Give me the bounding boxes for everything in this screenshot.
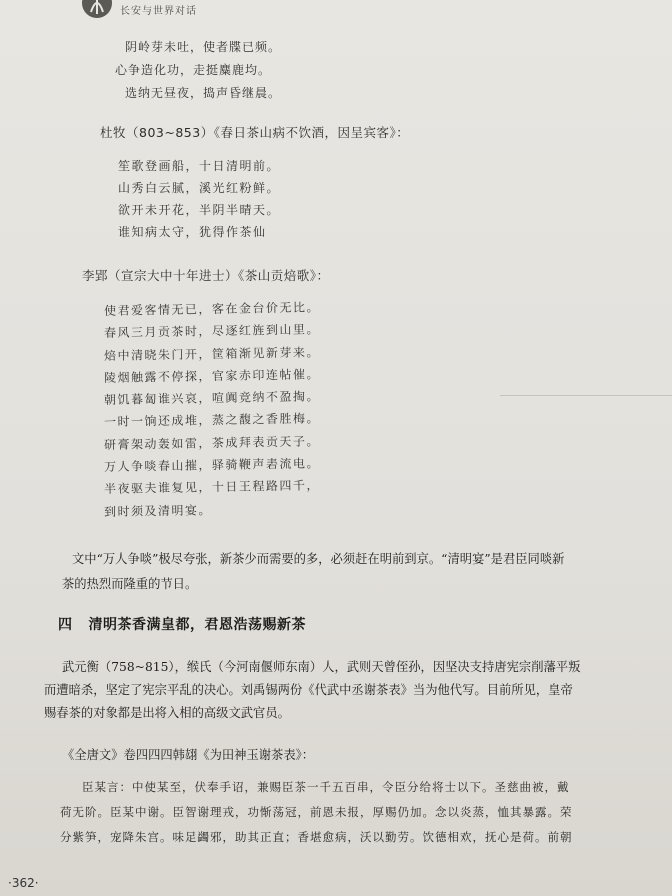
quoted-memorial xyxy=(60,775,662,850)
running-header: 长安与世界对话 xyxy=(120,6,197,17)
bleed-through-mark xyxy=(500,395,672,396)
paragraph-line: 茶的热烈而隆重的节日。 xyxy=(62,577,198,591)
book-logo-icon xyxy=(82,0,112,18)
paragraph-line: 文中“万人争啖”极尽夸张，新茶少而需要的多，必须赶在明前到京。“清明宴”是君臣同啖新 xyxy=(72,552,565,566)
quote-line: 荷无阶。臣某中谢。臣智谢理戎，功惭荡冠，前恩未报，厚赐仍加。念以炎蒸，恤其暴露。荣 xyxy=(60,805,573,819)
poem-line: 使君爱客情无已，客在金台价无比。 xyxy=(103,300,321,318)
poem-line: 万人争啖春山摧，驿骑鞭声砉流电。 xyxy=(103,456,321,475)
poem-attribution: 杜牧（803~853）《春日茶山病不饮酒，因呈宾客》： xyxy=(100,125,410,140)
paragraph-line: 武元衡（758~815），缑氏（今河南偃师东南）人，武则天曾侄孙，因坚决支持唐宪宗削藩平叛 xyxy=(62,660,581,674)
body-paragraph xyxy=(62,547,652,597)
poem-line: 山秀白云腻，溪光红粉鲜。 xyxy=(118,181,281,195)
poem-attribution: 李郢（宣宗大中十年进士）《茶山贡焙歌》： xyxy=(82,268,330,283)
poem-stanza xyxy=(118,155,280,243)
paragraph-line: 而遭暗杀，坚定了宪宗平乱的决心。刘禹锡两份《代武中丞谢茶表》当为他代写。目前所见，皇帝 xyxy=(44,683,573,697)
citation-line: 《全唐文》卷四四四韩翃《为田神玉谢茶表》： xyxy=(62,748,315,762)
paragraph-line: 赐春茶的对象都是出将入相的高级文武官员。 xyxy=(44,706,290,720)
poem-line: 心争造化功，走挺麋鹿均。 xyxy=(115,63,272,77)
poem-line: 阴岭芽未吐，使者牒已频。 xyxy=(125,40,282,54)
body-paragraph xyxy=(44,656,662,725)
quote-line: 臣某言：中使某至，伏奉手诏，兼赐臣茶一千五百串，令臣分给将士以下。圣慈曲被，戴 xyxy=(82,780,570,794)
poem-line: 朝饥暮匐谁兴哀，喧阗竞纳不盈掏。 xyxy=(103,389,321,408)
poem-line: 春风三月贡茶时，尽逐红旌到山里。 xyxy=(103,322,321,341)
poem-stanza xyxy=(100,36,281,105)
section-heading xyxy=(58,614,306,634)
poem-line: 选纳无昼夜，捣声昏继晨。 xyxy=(125,86,282,100)
poem-line: 谁知病太守，犹得作茶仙 xyxy=(118,225,267,239)
poem-line: 焙中清晓朱门开，筐箱渐见新芽来。 xyxy=(103,344,321,363)
poem-line: 研膏架动轰如雷，茶成拜表贡天子。 xyxy=(103,434,321,452)
poem-line: 笙歌登画船，十日清明前。 xyxy=(118,159,281,173)
section-number: 四 xyxy=(58,617,73,633)
poem-line: 一时一饷还成堆，蒸之馥之香胜梅。 xyxy=(103,411,321,430)
poem-line: 陵烟触露不停探，官家赤印连帖催。 xyxy=(103,367,321,385)
poem-line: 到时须及清明宴。 xyxy=(103,502,213,519)
poem-line: 欲开未开花，半阴半晴天。 xyxy=(118,203,281,217)
page-number: ·362· xyxy=(8,876,39,890)
quote-line: 分紫笋，宠降朱宫。味足蠲邪，助其正直；香堪愈病，沃以勤劳。饮德相欢，抚心是荷。前朝 xyxy=(60,830,573,844)
poem-line: 半夜驱夫谁复见，十日王程路四千， xyxy=(103,478,321,497)
poem-stanza xyxy=(104,300,320,523)
section-title-text: 清明茶香满皇都，君恩浩荡赐新茶 xyxy=(88,617,306,633)
